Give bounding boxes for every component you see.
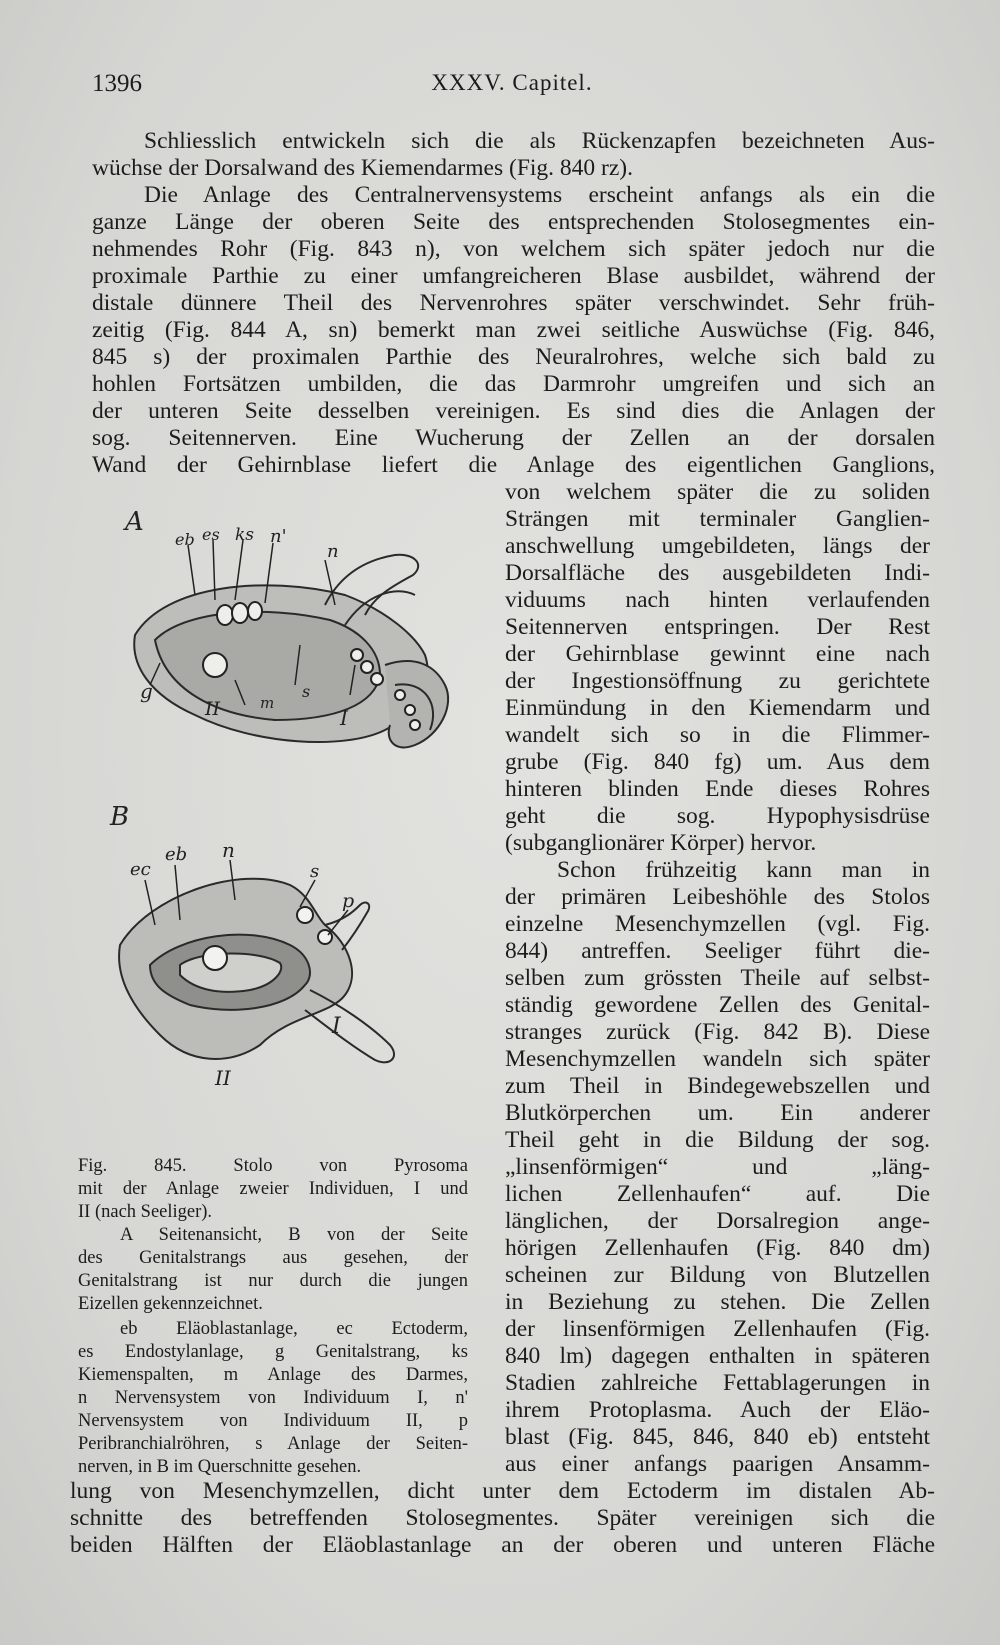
caption-line: Peribranchialröhren, s Anlage der Seiten-: [78, 1434, 468, 1454]
caption-line: eb Eläoblastanlage, ec Ectoderm,: [120, 1319, 468, 1339]
text-line: Strängen mit terminaler Ganglien-: [505, 506, 930, 532]
fig-b-label-s: s: [310, 861, 320, 882]
text-line: distale dünnere Theil des Nervenrohres später verschwindet. Sehr früh-: [92, 290, 935, 316]
text-line: von welchem später die zu soliden: [505, 479, 930, 505]
text-line: Theil geht in die Bildung der sog.: [505, 1127, 930, 1153]
text-line: Wand der Gehirnblase liefert die Anlage des eigentlichen Ganglions,: [92, 452, 935, 478]
text-line: länglichen, der Dorsalregion ange-: [505, 1208, 930, 1234]
text-line: zeitig (Fig. 844 A, sn) bemerkt man zwei seitliche Auswüchse (Fig. 846,: [92, 317, 935, 343]
fig-a-label-n: n: [327, 541, 339, 562]
text-line: hörigen Zellenhaufen (Fig. 840 dm): [505, 1235, 930, 1261]
text-line: 845 s) der proximalen Parthie des Neuralrohres, welche sich bald zu: [92, 344, 935, 370]
text-line: proximale Parthie zu einer umfangreicheren Blase ausbildet, während der: [92, 263, 935, 289]
running-title: XXXV. Capitel.: [431, 70, 593, 95]
fig-a-label-i: I: [340, 706, 348, 730]
text-line: lichen Zellenhaufen“ auf. Die: [505, 1181, 930, 1207]
fig-a-label-eb: eb: [175, 530, 195, 549]
text-line: zum Theil in Bindegewebszellen und: [505, 1073, 930, 1099]
text-line: in Beziehung zu stehen. Die Zellen: [505, 1289, 930, 1315]
fig-a-label-ks: ks: [235, 525, 255, 545]
text-line: ganze Länge der oberen Seite des entsprechenden Stolosegmentes ein-: [92, 209, 935, 235]
text-line: anschwellung umgebildeten, längs der: [505, 533, 930, 559]
text-line: Stadien zahlreiche Fettablagerungen in: [505, 1370, 930, 1396]
caption-line: Kiemenspalten, m Anlage des Darmes,: [78, 1365, 468, 1385]
text-line: grube (Fig. 840 fg) um. Aus dem: [505, 749, 930, 775]
text-line: Schliesslich entwickeln sich die als Rückenzapfen bezeichneten Aus-: [144, 128, 935, 154]
text-line: der primären Leibeshöhle des Stolos: [505, 884, 930, 910]
text-line: der unteren Seite desselben vereinigen. Es sind dies die Anlagen der: [92, 398, 935, 424]
text-line: selben zum grössten Theile auf selbst-: [505, 965, 930, 991]
fig-b-label-p: p: [342, 890, 355, 912]
fig-a-panel-label: A: [125, 507, 144, 537]
caption-line: Nervensystem von Individuum II, p: [78, 1411, 468, 1431]
caption-line: es Endostylanlage, g Genitalstrang, ks: [78, 1342, 468, 1362]
text-line: Mesenchymzellen wandeln sich später: [505, 1046, 930, 1072]
caption-line: mit der Anlage zweier Individuen, I und: [78, 1179, 468, 1199]
fig-b-label-n: n: [222, 838, 235, 862]
text-line: „linsenförmigen“ und „läng-: [505, 1154, 930, 1180]
text-line: Seitennerven entspringen. Der Rest: [505, 614, 930, 640]
fig-a-label-n1: n': [270, 526, 287, 547]
fig-b-label-ii: II: [215, 1066, 231, 1090]
text-line: der Ingestionsöffnung zu gerichtete: [505, 668, 930, 694]
fig-b-label-eb: eb: [165, 844, 188, 865]
text-line: 840 lm) dagegen enthalten in späteren: [505, 1343, 930, 1369]
text-line: Einmündung in den Kiemendarm und: [505, 695, 930, 721]
text-line: einzelne Mesenchymzellen (vgl. Fig.: [505, 911, 930, 937]
text-line: schnitte des betreffenden Stolosegmentes. Später vereinigen sich die: [70, 1505, 935, 1531]
text-line: Blutkörperchen um. Ein anderer: [505, 1100, 930, 1126]
text-line: stranges zurück (Fig. 842 B). Diese: [505, 1019, 930, 1045]
text-line: der linsenförmigen Zellenhaufen (Fig.: [505, 1316, 930, 1342]
text-line: wüchse der Dorsalwand des Kiemendarmes (Fig. 840 rz).: [92, 155, 633, 181]
text-line: viduums nach hinten verlaufenden: [505, 587, 930, 613]
fig-a-label-g: g: [140, 679, 153, 703]
caption-line: Eizellen gekennzeichnet.: [78, 1294, 263, 1314]
text-line: scheinen zur Bildung von Blutzellen: [505, 1262, 930, 1288]
caption-line: A Seitenansicht, B von der Seite: [120, 1225, 468, 1245]
text-line: hohlen Fortsätzen umbilden, die das Darmrohr umgreifen und sich an: [92, 371, 935, 397]
caption-line: Genitalstrang ist nur durch die jungen: [78, 1271, 468, 1291]
fig-a-label-m: m: [260, 694, 275, 712]
text-line: Schon frühzeitig kann man in: [557, 857, 930, 883]
page-number: 1396: [92, 70, 142, 97]
figure-845-a: [95, 507, 475, 835]
text-line: ständig gewordene Zellen des Genital-: [505, 992, 930, 1018]
text-line: blast (Fig. 845, 846, 840 eb) entsteht: [505, 1424, 930, 1450]
fig-a-label-s: s: [302, 682, 311, 701]
fig-b-label-ec: ec: [130, 859, 151, 880]
text-line: geht die sog. Hypophysisdrüse: [505, 803, 930, 829]
text-line: (subganglionärer Körper) hervor.: [505, 830, 817, 856]
caption-line: Fig. 845. Stolo von Pyrosoma: [78, 1156, 468, 1176]
caption-line: n Nervensystem von Individuum I, n': [78, 1388, 468, 1408]
figure-845-b: [110, 802, 470, 1125]
text-line: 844) antreffen. Seeliger führt die-: [505, 938, 930, 964]
text-line: der Gehirnblase gewinnt eine nach: [505, 641, 930, 667]
text-line: ihrem Protoplasma. Auch der Eläo-: [505, 1397, 930, 1423]
caption-line: II (nach Seeliger).: [78, 1202, 213, 1222]
page-header: [92, 70, 932, 104]
text-line: beiden Hälften der Eläoblastanlage an der oberen und unteren Fläche: [70, 1532, 935, 1558]
fig-b-panel-label: B: [110, 802, 130, 832]
text-line: nehmendes Rohr (Fig. 843 n), von welchem sich später jedoch nur die: [92, 236, 935, 262]
text-line: aus einer anfangs paarigen Ansamm-: [505, 1451, 930, 1477]
text-line: sog. Seitennerven. Eine Wucherung der Zellen an der dorsalen: [92, 425, 935, 451]
caption-line: nerven, in B im Querschnitte gesehen.: [78, 1457, 362, 1477]
fig-a-label-es: es: [202, 525, 220, 544]
text-line: Die Anlage des Centralnervensystems erscheint anfangs als ein die: [144, 182, 935, 208]
text-line: hinteren blinden Ende dieses Rohres: [505, 776, 930, 802]
fig-b-label-i: I: [332, 1014, 341, 1039]
caption-line: des Genitalstrangs aus gesehen, der: [78, 1248, 468, 1268]
text-line: Dorsalfläche des ausgebildeten Indi-: [505, 560, 930, 586]
text-line: wandelt sich so in die Flimmer-: [505, 722, 930, 748]
text-line: lung von Mesenchymzellen, dicht unter dem Ectoderm im distalen Ab-: [70, 1478, 935, 1504]
fig-a-label-ii: II: [205, 698, 221, 720]
